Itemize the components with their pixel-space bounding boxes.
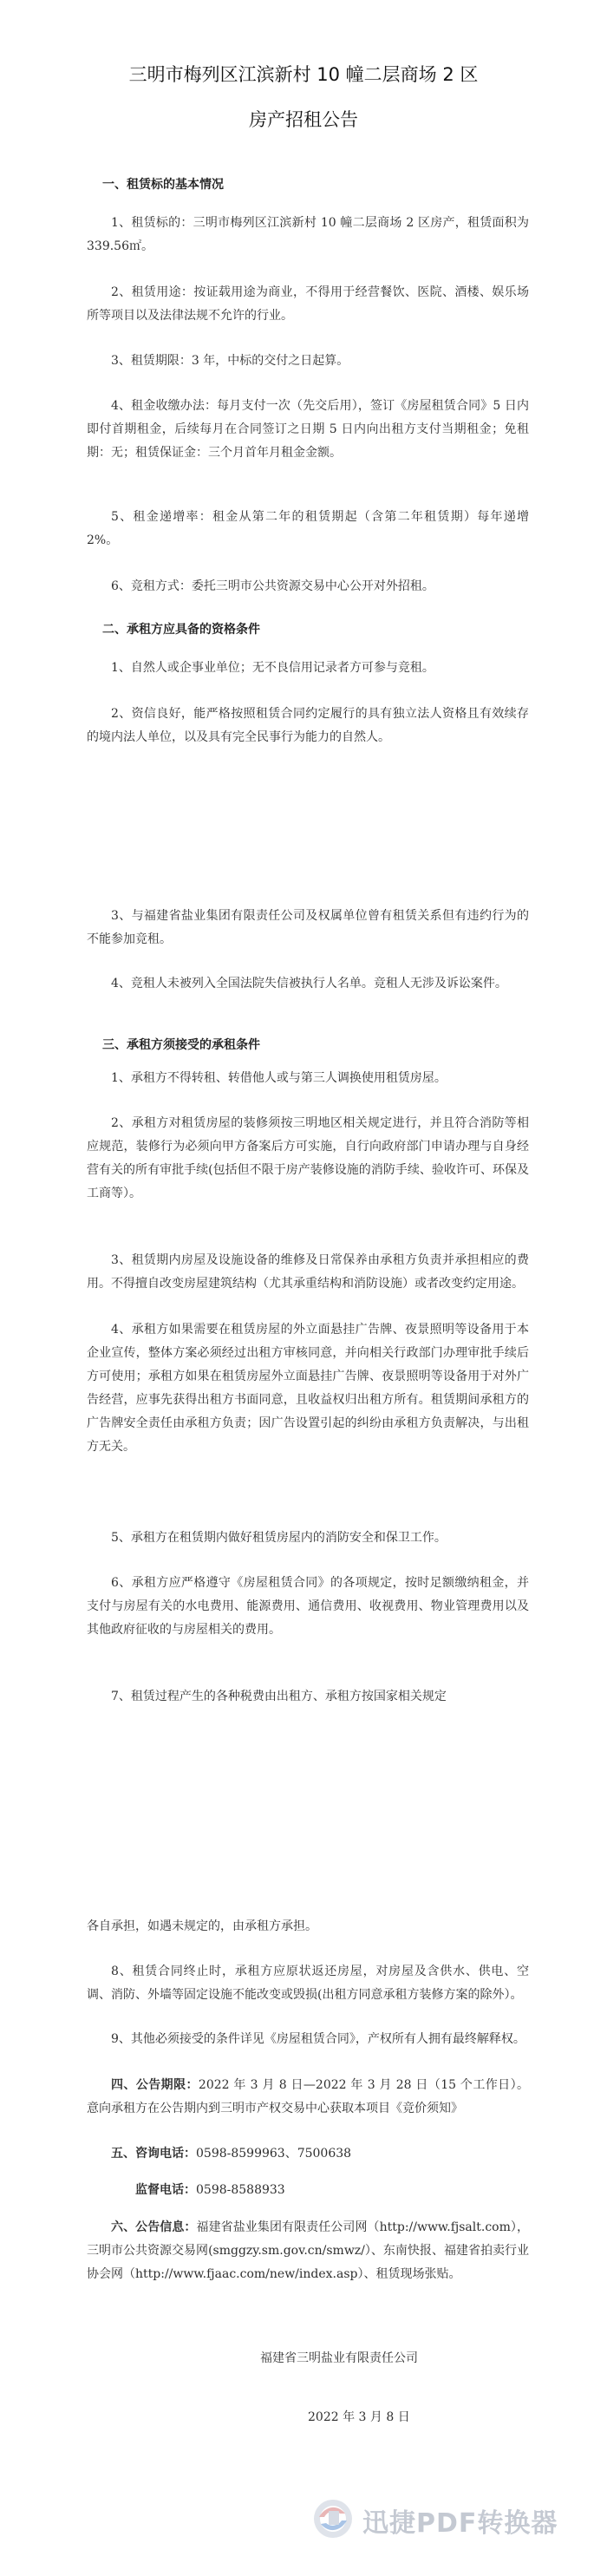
s1-paragraph-2: 2、租赁用途：按证载用途为商业，不得用于经营餐饮、医院、酒楼、娱乐场所等项目以及法律法规不允许的行业。 <box>87 285 529 323</box>
s3-paragraph-8: 8、租赁合同终止时，承租方应原状返还房屋，对房屋及含供水、供电、空调、消防、外墙等固定设施不能改变或毁损(出租方同意承租方装修方案的除外）。 <box>87 1965 529 2002</box>
document-title-line2: 房产招租公告 <box>249 109 358 130</box>
s3-paragraph-9: 9、其他必须接受的条件详见《房屋租赁合同》，产权所有人拥有最终解释权。 <box>111 2032 525 2046</box>
s2-paragraph-1: 1、自然人或企事业单位；无不良信用记录者方可参与竞租。 <box>111 661 434 675</box>
s5-label: 五、咨询电话： <box>111 2147 196 2161</box>
s4-label: 四、公告期限： <box>111 2078 199 2092</box>
section2-heading: 二、承租方应具备的资格条件 <box>102 623 260 637</box>
s5-consult-phone <box>87 2142 529 2166</box>
s3-paragraph-7-start: 7、租赁过程产生的各种税费由出租方、承租方按国家相关规定 <box>111 1690 447 1703</box>
s5-supervision-phone <box>87 2179 529 2202</box>
s3-paragraph-5: 5、承租方在租赁期内做好租赁房屋内的消防安全和保卫工作。 <box>111 1531 447 1545</box>
s2-paragraph-4: 4、竞租人未被列入全国法院失信被执行人名单。竞租人无涉及诉讼案件。 <box>111 977 507 991</box>
s1-paragraph-6: 6、竞租方式：委托三明市公共资源交易中心公开对外招租。 <box>111 579 434 593</box>
s5-text2: 0598-8588933 <box>196 2183 285 2197</box>
signature-date: 2022 年 3 月 8 日 <box>308 2410 410 2424</box>
s3-paragraph-2: 2、承租方对租赁房屋的装修须按三明地区相关规定进行，并且符合消防等相应规范，装修行为必须向甲方备案后方可实施，自行向政府部门申请办理与自身经营有关的所有审批手续(包括但不限于房产装修设施的消防手续、验收许可、环保及工商等）。 <box>87 1116 529 1200</box>
s5-text: 0598-8599963、7500638 <box>196 2147 352 2161</box>
section3-heading: 三、承租方须接受的承租条件 <box>102 1038 260 1052</box>
s6-text: 福建省盐业集团有限责任公司网（http://www.fjsalt.com），三明市公共资源交易网(smggzy.sm.gov.cn/smwz/）、东南快报、福建省拍卖行业协会网（http://www.fjaac.com/new/index.asp）、租赁现场张贴。 <box>87 2220 530 2281</box>
s3-paragraph-6: 6、承租方应严格遵守《房屋租赁合同》的各项规定，按时足额缴纳租金，并支付与房屋有关的水电费用、能源费用、通信费用、收视费用、物业管理费用以及其他政府征收的与房屋相关的费用。 <box>87 1576 529 1637</box>
s3-paragraph-7-continued: 各自承担，如遇未规定的，由承租方承担。 <box>87 1919 317 1933</box>
watermark-text: 迅捷PDF转换器 <box>362 2508 558 2539</box>
section1-heading: 一、租赁标的基本情况 <box>102 178 224 192</box>
signature-company: 福建省三明盐业有限责任公司 <box>260 2351 418 2365</box>
s6-label: 六、公告信息： <box>111 2220 197 2234</box>
s1-paragraph-3: 3、租赁期限：3 年，中标的交付之日起算。 <box>111 354 349 368</box>
s6-publication-info <box>87 2216 529 2286</box>
s2-paragraph-3: 3、与福建省盐业集团有限责任公司及权属单位曾有租赁关系但有违约行为的不能参加竞租。 <box>87 909 529 946</box>
pdf-converter-logo-icon <box>312 2498 354 2540</box>
s3-paragraph-1: 1、承租方不得转租、转借他人或与第三人调换使用租赁房屋。 <box>111 1071 447 1085</box>
s5-label2: 监督电话： <box>135 2183 196 2197</box>
s4-announcement-period <box>87 2074 529 2121</box>
s1-paragraph-5: 5、租金递增率：租金从第二年的租赁期起（含第二年租赁期）每年递增 2%。 <box>87 510 529 547</box>
s1-paragraph-4: 4、租金收缴办法：每月支付一次（先交后用），签订《房屋租赁合同》5 日内即付首期租金，后续每月在合同签订之日期 5 日内向出租方支付当期租金；免租期：无；租赁保证金：三个月首年月租金金额。 <box>87 399 529 460</box>
s2-paragraph-2: 2、资信良好，能严格按照租赁合同约定履行的具有独立法人资格且有效续存的境内法人单位，以及具有完全民事行为能力的自然人。 <box>87 707 529 744</box>
s3-paragraph-4: 4、承租方如果需要在租赁房屋的外立面悬挂广告牌、夜景照明等设备用于本企业宣传，整体方案必须经过出租方审核同意，并向相关行政部门办理审批手续后方可使用；承租方如果在租赁房屋外立面悬挂广告牌、夜景照明等设备用于对外广告经营，应事先获得出租方书面同意，且收益权归出租方所有。租赁期间承租方的广告牌安全责任由承租方负责；因广告设置引起的纠纷由承租方负责解决，与出租方无关。 <box>87 1323 529 1454</box>
s1-paragraph-1: 1、租赁标的：三明市梅列区江滨新村 10 幢二层商场 2 区房产，租赁面积为 339.56㎡。 <box>87 216 529 253</box>
s3-paragraph-3: 3、租赁期内房屋及设施设备的维修及日常保养由承租方负责并承担相应的费用。不得擅自改变房屋建筑结构（尤其承重结构和消防设施）或者改变约定用途。 <box>87 1253 529 1291</box>
document-title-line1: 三明市梅列区江滨新村 10 幢二层商场 2 区 <box>128 64 479 85</box>
s4-text: 2022 年 3 月 8 日—2022 年 3 月 28 日（15 个工作日）。意向承租方在公告期内到三明市产权交易中心获取本项目《竞价须知》 <box>87 2078 530 2115</box>
watermark <box>312 2496 598 2548</box>
